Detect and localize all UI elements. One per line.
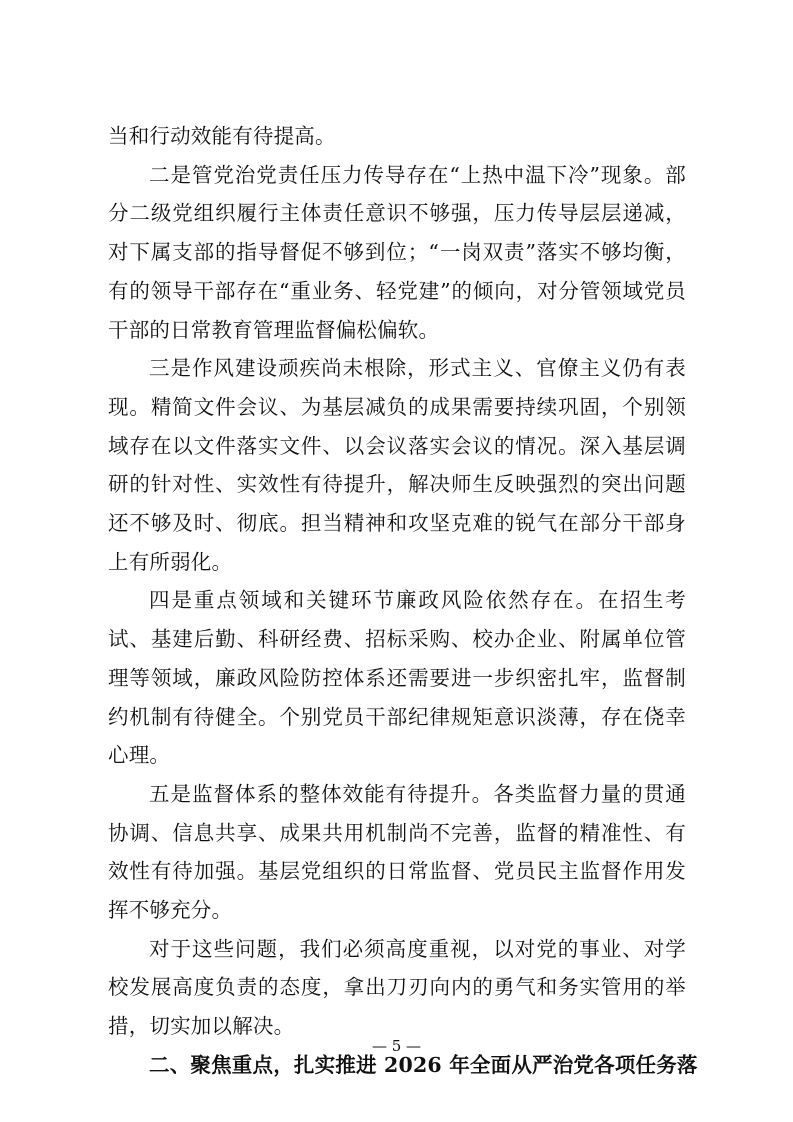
section-heading: 二、聚焦重点，扎实推进 2026 年全面从严治党各项任务落 [149,1052,698,1077]
paragraph-supervision-system: 五是监督体系的整体效能有待提升。各类监督力量的贯通协调、信息共享、成果共用机制尚不完善，监督的精准性、有效性有待加强。基层党组织的日常监督、党员民主监督作用发挥不够充分。 [108,781,686,923]
paragraph-continuation: 当和行动效能有待提高。 [108,124,336,148]
paragraph-integrity-risks: 四是重点领域和关键环节廉政风险依然存在。在招生考试、基建后勤、科研经费、招标采购、校办企业、附属单位管理等领域，廉政风险防控体系还需要进一步织密扎牢，监督制约机制有待健全。个别党员干部纪律规矩意识淡薄，存在侥幸心理。 [108,588,686,768]
paragraph-responsibility-pressure: 二是管党治党责任压力传导存在“上热中温下冷”现象。部分二级党组织履行主体责任意识不够强，压力传导层层递减，对下属支部的指导督促不够到位；“一岗双责”落实不够均衡，有的领导干部存在“重业务、轻党建”的倾向，对分管领域党员干部的日常教育管理监督偏松偏软。 [108,162,686,342]
page-number: — 5 — [371,1037,422,1055]
paragraph-conclusion: 对于这些问题，我们必须高度重视，以对党的事业、对学校发展高度负责的态度，拿出刀刃向内的勇气和务实管用的举措，切实加以解决。 [108,936,686,1039]
document-body [108,117,698,1085]
paragraph-work-style: 三是作风建设顽疾尚未根除，形式主义、官僚主义仍有表现。精简文件会议、为基层减负的成果需要持续巩固，个别领域存在以文件落实文件、以会议落实会议的情况。深入基层调研的针对性、实效性有待提升，解决师生反映强烈的突出问题还不够及时、彻底。担当精神和攻坚克难的锐气在部分干部身上有所弱化。 [108,356,686,574]
